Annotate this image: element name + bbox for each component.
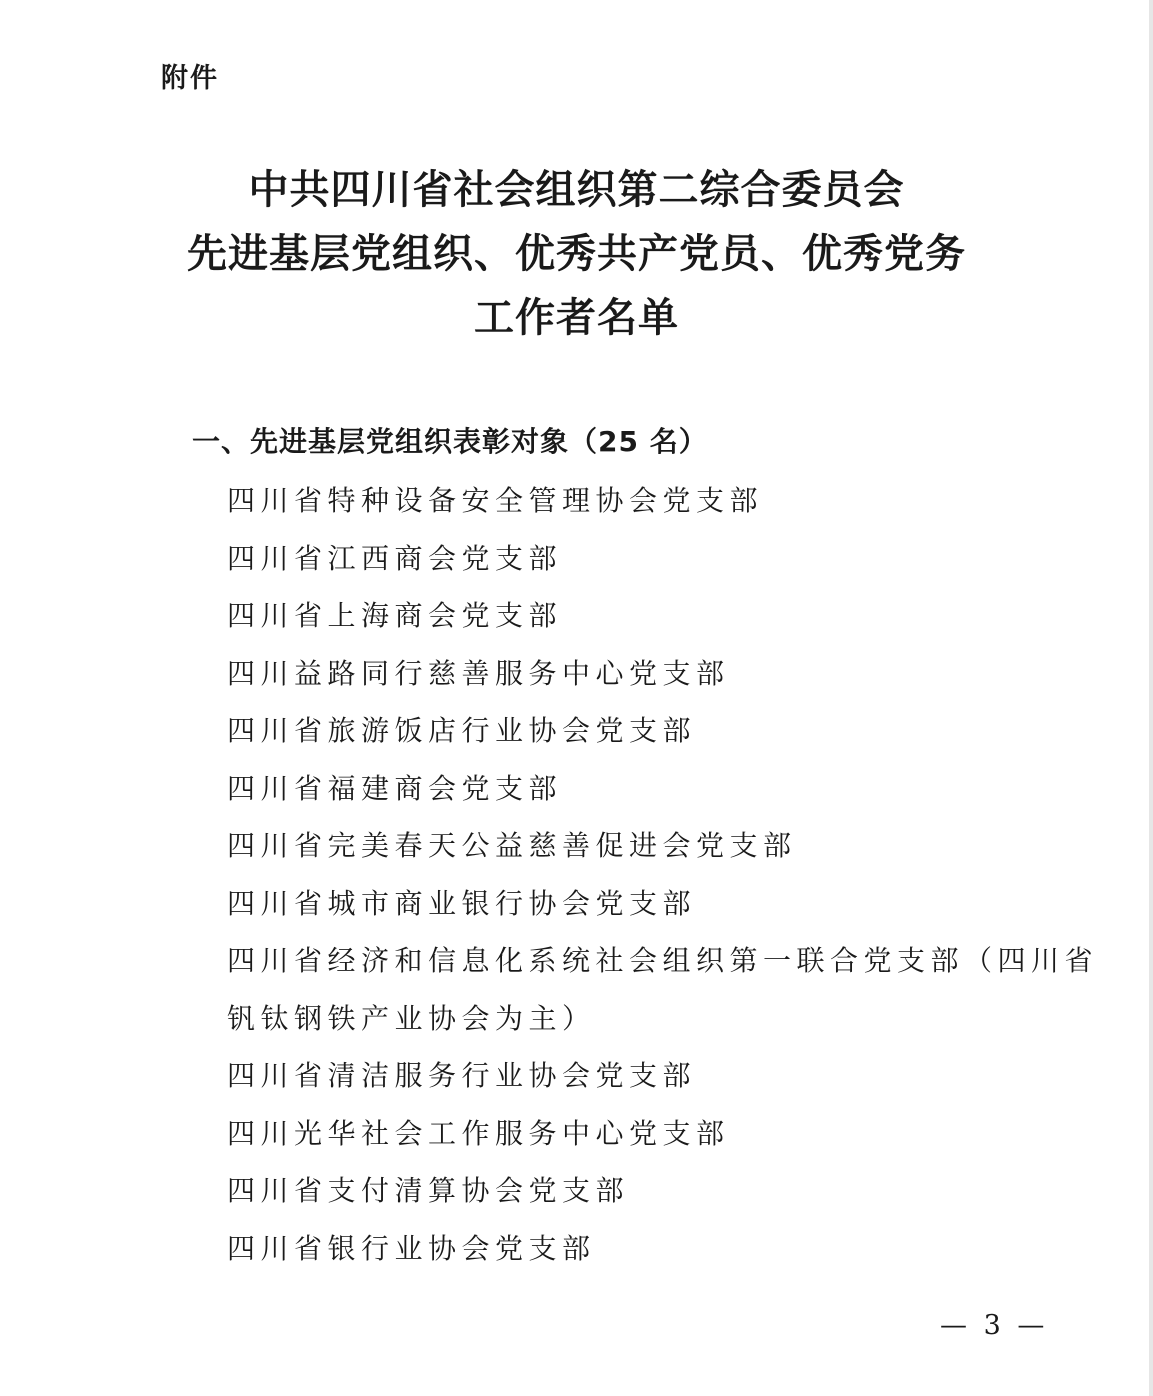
list-item: 四川省城市商业银行协会党支部	[227, 886, 697, 920]
list-item: 四川省旅游饭店行业协会党支部	[227, 714, 697, 747]
list-item: 四川省完美春天公益慈善促进会党支部	[227, 829, 797, 862]
list-item: 四川光华社会工作服务中心党支部	[227, 1116, 730, 1150]
list-item: 四川省经济和信息化系统社会组织第一联合党支部（四川省	[227, 944, 1099, 977]
list-item: 四川省江西商会党支部	[227, 541, 563, 575]
section-heading: 一、先进基层党组织表彰对象（25 名）	[192, 425, 708, 458]
list-item: 四川省银行业协会党支部	[227, 1231, 596, 1265]
list-item: 四川省福建商会党支部	[227, 771, 563, 805]
list-item-continuation: 钒钛钢铁产业协会为主）	[227, 1001, 596, 1035]
list-item: 四川省上海商会党支部	[227, 599, 563, 632]
list-item: 四川省支付清算协会党支部	[227, 1174, 630, 1207]
list-item: 四川益路同行慈善服务中心党支部	[227, 656, 730, 690]
title-line-1: 中共四川省社会组织第二综合委员会	[248, 167, 905, 213]
attachment-label: 附件	[161, 63, 219, 94]
document-title	[0, 158, 1153, 350]
title-line-2: 先进基层党组织、优秀共产党员、优秀党务	[187, 231, 966, 277]
title-line-3: 工作者名单	[474, 295, 679, 341]
page-number: — 3 —	[940, 1310, 1049, 1341]
organization-list	[227, 472, 1099, 1277]
list-item: 四川省特种设备安全管理协会党支部	[227, 484, 764, 517]
list-item: 四川省清洁服务行业协会党支部	[227, 1059, 697, 1092]
